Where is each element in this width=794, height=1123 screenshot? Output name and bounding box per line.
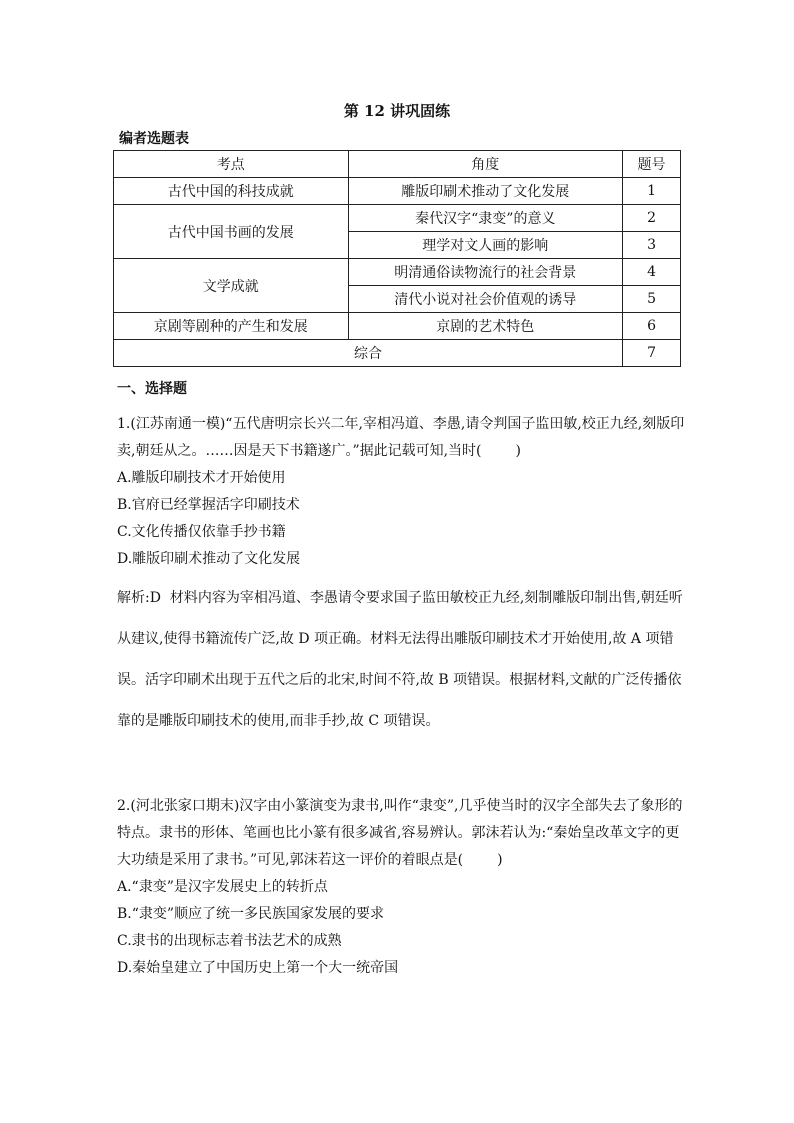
topic-cell: 古代中国的科技成就 (114, 178, 349, 205)
option-b: B.“隶变”顺应了统一多民族国家发展的要求 (117, 906, 385, 922)
page-title: 第 12 讲巩固练 (343, 102, 451, 120)
question-1 (117, 411, 687, 573)
option-b: B.官府已经掌握活字印刷技术 (117, 497, 300, 513)
option-c: C.隶书的出现标志着书法艺术的成熟 (117, 933, 342, 949)
option-a: A.雕版印刷技术才开始使用 (117, 470, 286, 486)
angle-cell: 明清通俗读物流行的社会背景 (348, 259, 623, 286)
table-row (114, 259, 681, 286)
section-heading: 一、选择题 (117, 381, 187, 397)
table-summary-row (114, 340, 681, 367)
topic-cell: 京剧等剧种的产生和发展 (114, 313, 349, 340)
question-stem-end: ) (515, 443, 521, 459)
analysis-1 (117, 578, 685, 742)
question-source: (江苏南通一模) (130, 416, 226, 432)
table-row (114, 178, 681, 205)
number-cell: 3 (623, 232, 681, 259)
number-cell: 4 (623, 259, 681, 286)
question-stem: “五代唐明宗长兴二年,宰相冯道、李愚,请令判国子监田敏,校正九经,刻版印卖,朝廷从之。……因是天下书籍遂广。”据此记载可知,当时( (117, 416, 685, 459)
number-cell: 7 (623, 340, 681, 367)
option-d: D.秦始皇建立了中国历史上第一个大一统帝国 (117, 960, 399, 976)
question-source: (河北张家口期末) (130, 798, 240, 814)
number-cell: 1 (623, 178, 681, 205)
table-header-row (114, 151, 681, 178)
summary-cell: 综合 (114, 340, 623, 367)
question-number: 1. (117, 416, 131, 432)
angle-cell: 理学对文人画的影响 (348, 232, 623, 259)
angle-cell: 雕版印刷术推动了文化发展 (348, 178, 623, 205)
topic-selection-table (113, 150, 681, 367)
header-angle: 角度 (348, 151, 623, 178)
option-c: C.文化传播仅依靠手抄书籍 (117, 524, 286, 540)
number-cell: 2 (623, 205, 681, 232)
question-stem: 汉字由小篆演变为隶书,叫作“隶变”,几乎使当时的汉字全部失去了象形的特点。隶书的形体、笔画也比小篆有很多减省,容易辨认。郭沫若认为:“秦始皇改革文字的更大功绩是采用了隶书。”可见,郭沫若这一评价的着眼点是( (117, 798, 683, 868)
option-a: A.“隶变”是汉字发展史上的转折点 (117, 879, 328, 895)
number-cell: 6 (623, 313, 681, 340)
analysis-text: 材料内容为宰相冯道、李愚请令要求国子监田敏校正九经,刻制雕版印制出售,朝廷听从建议,使得书籍流传广泛,故 D 项正确。材料无法得出雕版印刷技术才开始使用,故 A 项错误。活字印刷术出现于五代之后的北宋,时间不符,故 B 项错误。根据材料,文献的广泛传播依靠的是雕版印刷技术的使用,而非手抄,故 C 项错误。 (117, 590, 683, 729)
question-number: 2. (117, 798, 131, 814)
header-topic: 考点 (114, 151, 349, 178)
table-row (114, 313, 681, 340)
number-cell: 5 (623, 286, 681, 313)
analysis-label: 解析:D (117, 590, 161, 606)
angle-cell: 京剧的艺术特色 (348, 313, 623, 340)
table-row (114, 205, 681, 232)
angle-cell: 秦代汉字“隶变”的意义 (348, 205, 623, 232)
topic-cell: 文学成就 (114, 259, 349, 313)
option-d: D.雕版印刷术推动了文化发展 (117, 551, 301, 567)
table-caption: 编者选题表 (119, 131, 189, 147)
header-number: 题号 (623, 151, 681, 178)
topic-cell: 古代中国书画的发展 (114, 205, 349, 259)
question-2 (117, 793, 687, 982)
angle-cell: 清代小说对社会价值观的诱导 (348, 286, 623, 313)
question-stem-end: ) (497, 852, 503, 868)
